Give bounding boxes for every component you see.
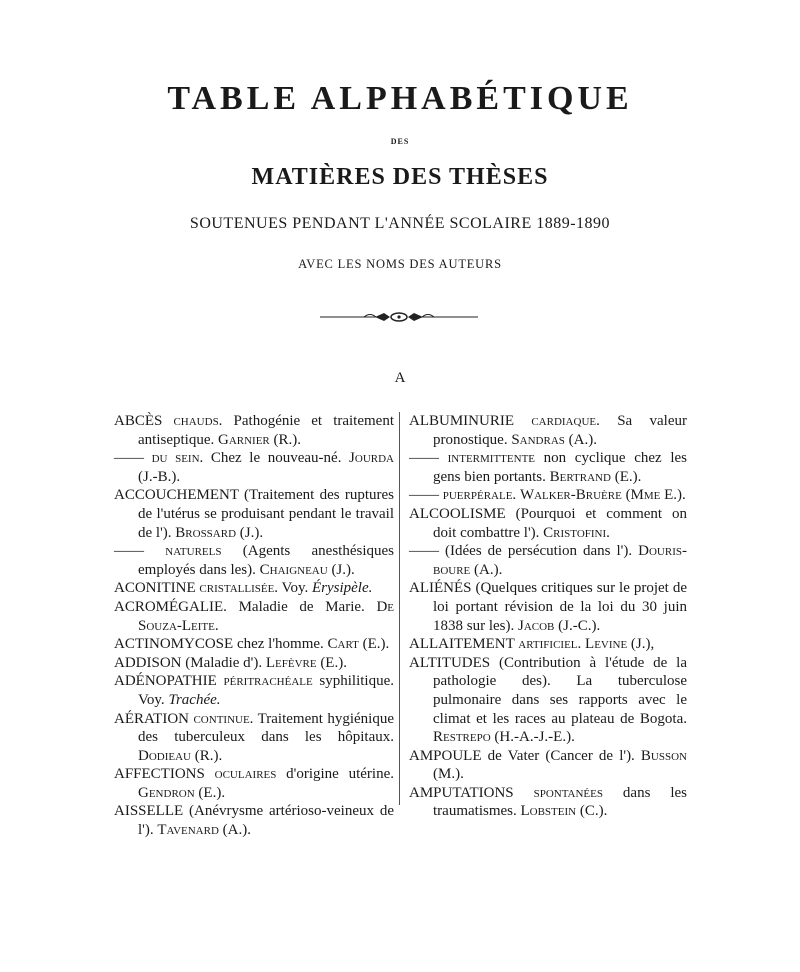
entry-text: d'origine utérine. xyxy=(276,766,395,783)
index-entry xyxy=(114,598,394,635)
entry-author: Lobstein (C.). xyxy=(520,803,608,820)
index-entry xyxy=(409,747,687,784)
index-entry xyxy=(409,505,687,542)
entry-qualifier: puerpérale. xyxy=(442,487,517,504)
entry-qualifier: péritrachéale xyxy=(223,673,313,690)
entry-heading: ACTINOMYCOSE xyxy=(114,636,234,653)
entry-text: (Contribution à l'étude de la pathologie des). La tuberculose pulmonaire dans ses rapports avec le climat et les races au plateau de Bogota. xyxy=(433,654,687,727)
entry-qualifier: artificiel. xyxy=(518,636,582,653)
index-entry xyxy=(114,710,394,766)
index-entry xyxy=(409,784,687,821)
entry-qualifier: du sein. xyxy=(151,450,204,467)
entry-heading: AMPOULE xyxy=(409,747,482,764)
entry-author: Garnier (R.). xyxy=(217,431,302,448)
index-entry xyxy=(114,486,394,542)
index-entry xyxy=(409,579,687,635)
entry-qualifier: oculaires xyxy=(214,766,277,783)
entry-text: Maladie de Marie. xyxy=(226,598,377,615)
entry-author: De Souza-Leite. xyxy=(138,598,394,634)
entry-text: (Agents anesthésiques employés dans les). xyxy=(138,543,394,578)
page-title: TABLE ALPHABÉTIQUE xyxy=(167,80,633,117)
entry-author: Chaigneau (J.). xyxy=(259,561,355,578)
entry-heading: ALBUMINURIE xyxy=(409,413,514,429)
index-entry xyxy=(409,542,687,579)
entry-author: Cristofini. xyxy=(543,524,610,541)
entry-qualifier: spontanées xyxy=(533,784,603,801)
entry-text: Chez le nouveau-né. xyxy=(203,450,350,467)
entry-author: Bertrand (E.). xyxy=(549,468,642,485)
entry-author: Gendron (E.). xyxy=(138,784,226,801)
entry-author: Brossard (J.). xyxy=(175,524,264,541)
entry-text: de Vater (Cancer de l'). xyxy=(481,747,641,764)
entry-qualifier: chauds. xyxy=(173,413,223,429)
entry-text: (Idées de persécution dans l'). xyxy=(439,543,639,560)
entry-author: Tavenard (A.). xyxy=(157,822,251,839)
entry-text: (Quelques critiques sur le projet de loi portant révision de la loi du 30 juin 1838 sur les). xyxy=(433,580,687,634)
entry-heading: ALIÉNÉS xyxy=(409,580,472,597)
index-entry xyxy=(114,542,394,579)
entry-qualifier: cristallisée. xyxy=(199,580,279,597)
entry-crossref: Trachée. xyxy=(168,691,221,708)
entry-text: (Maladie d'). xyxy=(181,654,266,671)
entry-heading: —— xyxy=(409,487,439,504)
entry-text: syphilitique. Voy. xyxy=(138,673,394,708)
page-subtitle: MATIÈRES DES THÈSES xyxy=(251,164,549,190)
entry-author: Cart (E.). xyxy=(327,636,390,653)
entry-author: Levine (J.), xyxy=(585,636,655,653)
index-column-right xyxy=(409,412,687,821)
entry-author: Douris-boure (A.). xyxy=(433,543,687,578)
entry-text: non cyclique chez les gens bien portants. xyxy=(433,450,687,485)
entry-heading: —— xyxy=(409,543,439,560)
index-entry xyxy=(114,802,394,839)
entry-qualifier: continue. xyxy=(193,710,254,727)
index-entry xyxy=(114,412,394,449)
entry-heading: ACROMÉGALIE. xyxy=(114,598,227,615)
section-letter: A xyxy=(394,370,406,386)
entry-heading: AMPUTATIONS xyxy=(409,784,514,801)
entry-text: Sa valeur pronostique. xyxy=(433,413,687,448)
entry-author: Dodieau (R.). xyxy=(138,747,223,764)
entry-qualifier: naturels xyxy=(165,543,222,560)
index-entry xyxy=(114,449,394,486)
entry-heading: AÉRATION xyxy=(114,710,189,727)
entry-heading: ACONITINE xyxy=(114,580,196,597)
authors-line: AVEC LES NOMS DES AUTEURS xyxy=(298,257,502,271)
index-entry xyxy=(114,579,394,598)
entry-heading: ADÉNOPATHIE xyxy=(114,673,217,690)
entry-crossref: Érysipèle. xyxy=(311,580,373,597)
entry-text: dans les traumatismes. xyxy=(433,784,687,820)
entry-author: Jourda (J.-B.). xyxy=(138,450,394,485)
entry-heading: AISSELLE xyxy=(114,803,184,820)
entry-text: Traitement hygiénique des tuberculeux dans les hôpitaux. xyxy=(138,710,395,746)
index-entry xyxy=(114,635,394,654)
connector-word: DES xyxy=(390,137,410,146)
ornament-divider-icon xyxy=(320,309,478,325)
entry-heading: AFFECTIONS xyxy=(114,766,205,783)
index-entry xyxy=(409,654,687,747)
index-entry xyxy=(409,486,687,505)
entry-text: (Anévrysme artérioso-veineux de l'). xyxy=(138,803,394,839)
entry-heading: ALCOOLISME xyxy=(409,505,506,522)
entry-heading: ADDISON xyxy=(114,654,182,671)
index-column-left xyxy=(114,412,394,840)
index-entry xyxy=(114,765,394,802)
entry-heading: —— xyxy=(114,543,144,560)
entry-author: Restrepo (H.-A.-J.-E.). xyxy=(433,729,575,746)
index-entry xyxy=(114,654,394,673)
index-entry xyxy=(409,449,687,486)
entry-qualifier: cardiaque. xyxy=(531,413,600,429)
entry-author: Walker-Bruère (Mme E.). xyxy=(519,487,686,504)
entry-text: Voy. xyxy=(278,580,312,597)
academic-year-line: SOUTENUES PENDANT L'ANNÉE SCOLAIRE 1889-1890 xyxy=(189,215,611,232)
entry-text: chez l'homme. xyxy=(233,636,328,653)
entry-text: Pathogénie et traitement antiseptique. xyxy=(138,413,394,448)
index-entry xyxy=(409,412,687,449)
entry-author: Jacob (J.-C.). xyxy=(518,617,601,634)
entry-author: Lefèvre (E.). xyxy=(265,654,347,671)
entry-heading: —— xyxy=(409,450,439,467)
entry-qualifier: intermittente xyxy=(447,450,536,467)
entry-author: Sandras (A.). xyxy=(511,431,597,448)
entry-heading: ACCOUCHEMENT xyxy=(114,487,239,504)
entry-author: Busson (M.). xyxy=(433,747,687,783)
index-entry xyxy=(409,635,687,654)
entry-heading: —— xyxy=(114,450,144,467)
entry-text: (Traitement des ruptures de l'utérus se produisant pendant le travail de l'). xyxy=(138,487,394,541)
entry-text: (Pourquoi et comment on doit combattre l'). xyxy=(433,505,687,541)
entry-heading: ABCÈS xyxy=(114,413,163,429)
index-entry xyxy=(114,672,394,709)
entry-heading: ALLAITEMENT xyxy=(409,636,515,653)
column-divider xyxy=(399,412,400,805)
entry-heading: ALTITUDES xyxy=(409,654,491,671)
